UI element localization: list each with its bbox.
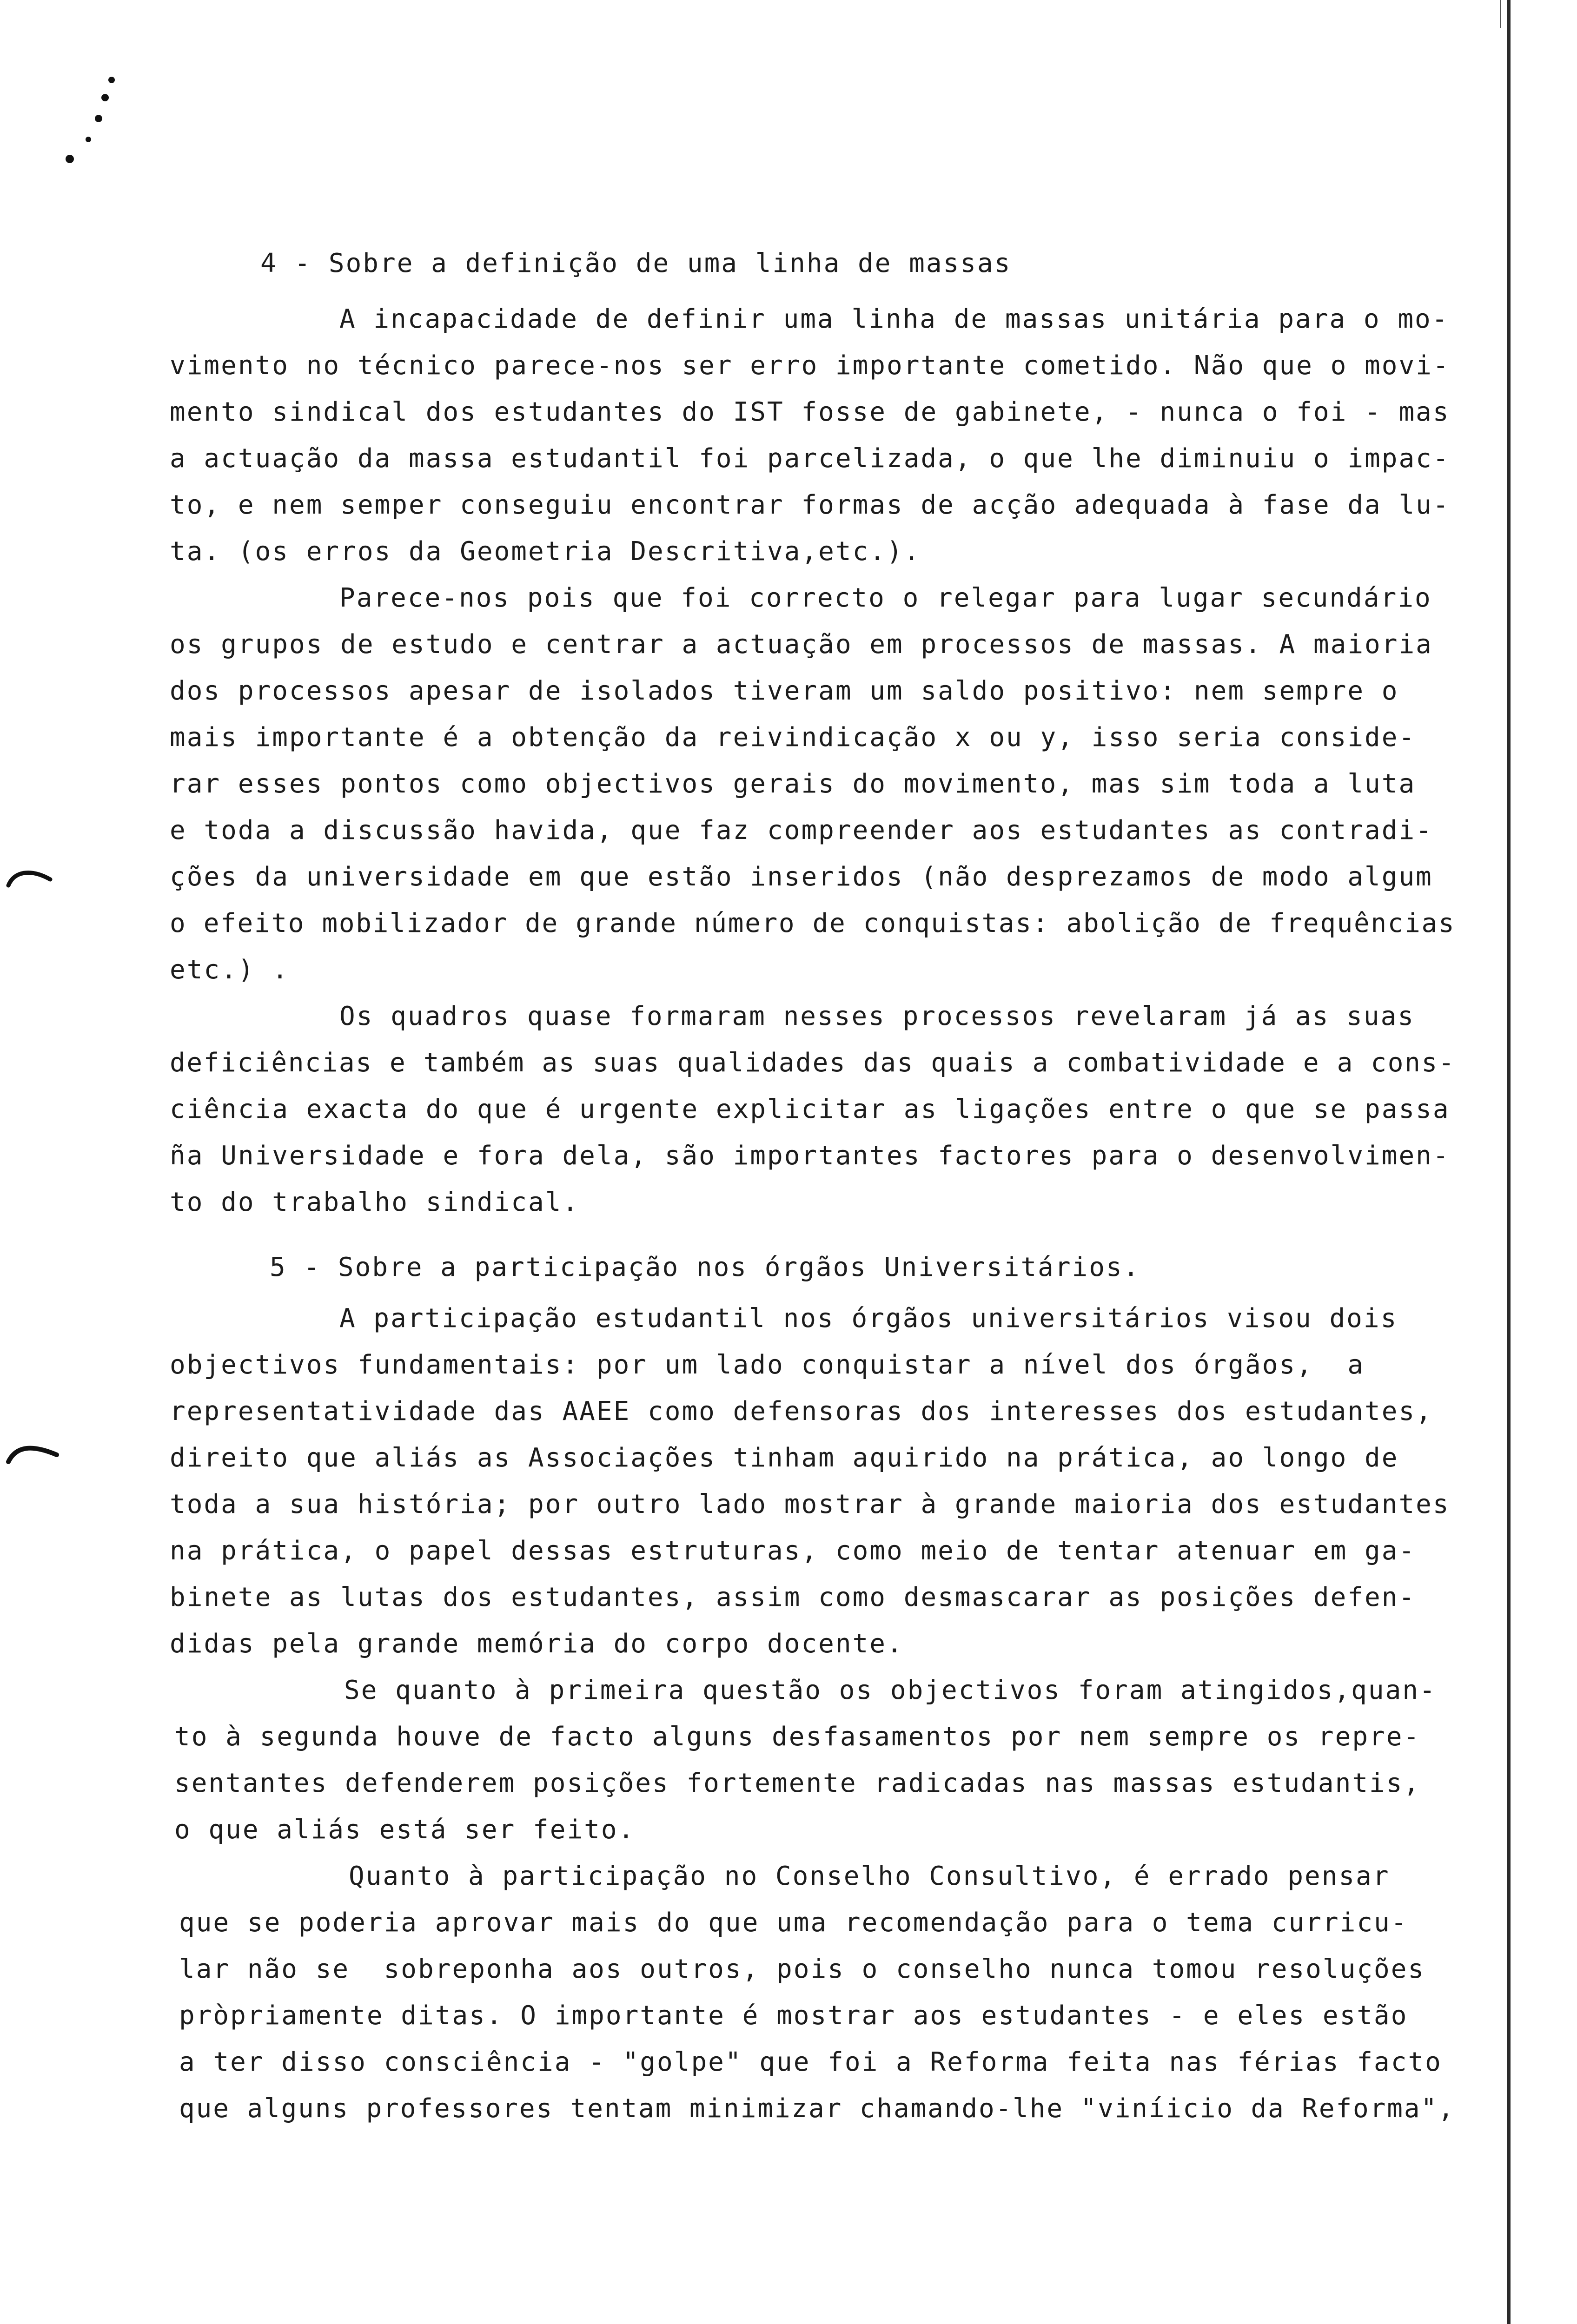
text-line: a ter disso consciência - "golpe" que foi a Reforma feita nas férias facto: [179, 2047, 1442, 2077]
text-line: pròpriamente ditas. O importante é mostrar aos estudantes - e eles estão: [179, 2000, 1408, 2031]
text-line: o que aliás está ser feito.: [174, 1815, 636, 1845]
punch-dots-mark: [56, 70, 149, 172]
text-line: o efeito mobilizador de grande número de conquistas: abolição de frequências: [170, 908, 1456, 938]
text-line: binete as lutas dos estudantes, assim como desmascarar as posições defen-: [170, 1582, 1416, 1612]
text-line: vimento no técnico parece-nos ser erro importante cometido. Não que o movi-: [170, 350, 1450, 381]
text-line: A incapacidade de definir uma linha de massas unitária para o mo-: [339, 304, 1449, 334]
text-line: dos processos apesar de isolados tiveram um saldo positivo: nem sempre o: [170, 676, 1399, 706]
text-line: a actuação da massa estudantil foi parcelizada, o que lhe diminuiu o impac-: [170, 443, 1450, 474]
binder-hole-mark-top: [5, 860, 60, 897]
text-line: toda a sua história; por outro lado mostrar à grande maioria dos estudantes: [170, 1489, 1450, 1519]
text-line: lar não se sobreponha aos outros, pois o conselho nunca tomou resoluções: [179, 1954, 1425, 1984]
text-line: Se quanto à primeira questão os objectivos foram atingidos,quan-: [344, 1675, 1437, 1705]
text-line: to, e nem semper conseguiu encontrar formas de acção adequada à fase da lu-: [170, 490, 1450, 520]
text-line: que alguns professores tentam minimizar chamando-lhe "viníicio da Reforma",: [179, 2093, 1455, 2124]
text-line: ções da universidade em que estão inseridos (não desprezamos de modo algum: [170, 862, 1433, 892]
text-line: representatividade das AAEE como defensoras dos interesses dos estudantes,: [170, 1396, 1433, 1426]
text-line: na prática, o papel dessas estruturas, como meio de tentar atenuar em ga-: [170, 1536, 1416, 1566]
text-line: to do trabalho sindical.: [170, 1187, 580, 1217]
text-line: ña Universidade e fora dela, são importantes factores para o desenvolvimen-: [170, 1141, 1450, 1171]
text-line: direito que aliás as Associações tinham aquirido na prática, ao longo de: [170, 1443, 1399, 1473]
text-line: objectivos fundamentais: por um lado conquistar a nível dos órgãos, a: [170, 1350, 1365, 1380]
text-line: etc.) .: [170, 955, 290, 985]
text-line: didas pela grande memória do corpo docente.: [170, 1629, 904, 1659]
text-line: Os quadros quase formaram nesses processos revelaram já as suas: [339, 1001, 1415, 1031]
text-line: sentantes defenderem posições fortemente radicadas nas massas estudantis,: [174, 1768, 1421, 1798]
text-line: mais importante é a obtenção da reivindicação x ou y, isso seria conside-: [170, 722, 1416, 753]
text-line: A participação estudantil nos órgãos universitários visou dois: [339, 1303, 1398, 1334]
text-line: ciência exacta do que é urgente explicitar as ligações entre o que se passa: [170, 1094, 1450, 1124]
section-heading-5: 5 - Sobre a participação nos órgãos Universitários.: [270, 1252, 1140, 1282]
text-line: que se poderia aprovar mais do que uma recomendação para o tema curricu-: [179, 1908, 1408, 1938]
text-line: mento sindical dos estudantes do IST fosse de gabinete, - nunca o foi - mas: [170, 397, 1450, 427]
text-line: Quanto à participação no Conselho Consultivo, é errado pensar: [349, 1861, 1390, 1891]
text-line: deficiências e também as suas qualidades das quais a combatividade e a cons-: [170, 1048, 1456, 1078]
section-heading-4: 4 - Sobre a definição de uma linha de massas: [260, 248, 1012, 278]
text-line: rar esses pontos como objectivos gerais do movimento, mas sim toda a luta: [170, 769, 1416, 799]
text-line: to à segunda houve de facto alguns desfasamentos por nem sempre os repre-: [174, 1722, 1421, 1752]
binder-hole-mark-bottom: [5, 1436, 60, 1473]
text-line: Parece-nos pois que foi correcto o relegar para lugar secundário: [339, 583, 1432, 613]
text-line: ta. (os erros da Geometria Descritiva,etc.).: [170, 536, 921, 567]
page-edge-mark: [1500, 0, 1501, 28]
page-edge-right: [1507, 0, 1511, 2324]
text-line: e toda a discussão havida, que faz compreender aos estudantes as contradi-: [170, 815, 1433, 845]
text-line: os grupos de estudo e centrar a actuação em processos de massas. A maioria: [170, 629, 1433, 660]
